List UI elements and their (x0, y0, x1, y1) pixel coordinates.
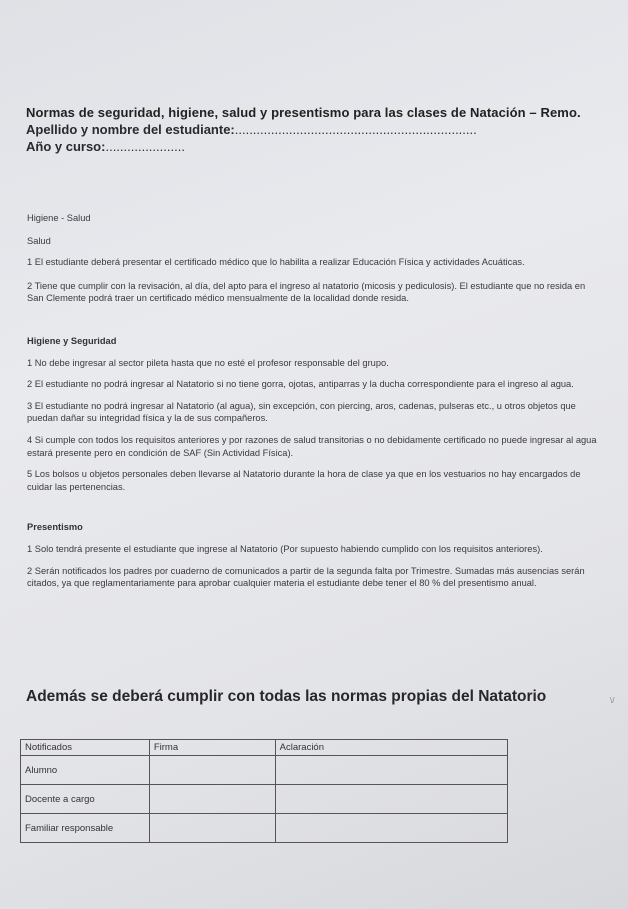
attendance-rule-2: 2 Serán notificados los padres por cuaderno de comunicados a partir de la segunda falta por Trimestre. Sumadas más ausencias serán citados, ya que reglamentariamente para aprobar cualquier materia el estudiante debe tener el 80 % del presentismo anual. (27, 565, 585, 589)
row-label-teacher: Docente a cargo (21, 785, 150, 814)
safety-rule-2: 2 El estudiante no podrá ingresar al Natatorio si no tiene gorra, ojotas, antiparras y la ducha correspondiente para el ingreso al agua. (27, 379, 574, 390)
margin-mark: \/ (610, 696, 615, 705)
clarification-cell[interactable] (275, 814, 507, 843)
clarification-cell[interactable] (275, 756, 507, 785)
safety-rule-5: 5 Los bolsos u objetos personales deben llevarse al Natatorio durante la hora de clase ya que en los vestuarios no hay encargados de cuidar las pertenencias. (27, 469, 581, 492)
attendance-heading: Presentismo (27, 522, 83, 533)
header-clarification: Aclaración (275, 740, 507, 756)
row-label-family: Familiar responsable (21, 814, 150, 843)
signature-cell[interactable] (149, 814, 275, 843)
safety-rule-3: 3 El estudiante no podrá ingresar al Natatorio (al agua), sin excepción, con piercing, aros, cadenas, pulseras etc., u otros objetos que puedan dañar su integridad física y la de sus compañeros. (27, 400, 576, 424)
clarification-cell[interactable] (275, 785, 507, 814)
closing-statement: Además se deberá cumplir con todas las normas propias del Natatorio (26, 688, 547, 705)
hygiene-health-heading: Higiene - Salud (27, 213, 91, 223)
student-name-line (26, 122, 606, 137)
student-name-label: Apellido y nombre del estudiante: (26, 122, 235, 137)
attendance-rule-1: 1 Solo tendrá presente el estudiante que ingrese al Natatorio (Por supuesto habiendo cumplido con los requisitos anteriores). (27, 543, 543, 554)
table-row (21, 785, 508, 814)
signature-cell[interactable] (149, 785, 275, 814)
year-course-line (26, 139, 606, 154)
table-row (21, 756, 508, 785)
document-title: Normas de seguridad, higiene, salud y presentismo para las clases de Natación – Remo. (26, 105, 581, 120)
header-signature: Firma (149, 740, 275, 756)
student-name-blank: ................................................................... (234, 122, 477, 137)
year-course-blank: ...................... (105, 139, 185, 154)
health-rule-2: 2 Tiene que cumplir con la revisación, al día, del apto para el ingreso al natatorio (micosis y pediculosis). El estudiante que no resida en San Clemente podrá traer un certificado médico mensualmente de la localidad donde resida. (27, 280, 586, 304)
row-label-student: Alumno (21, 756, 150, 785)
health-rule-1: 1 El estudiante deberá presentar el certificado médico que lo habilita a realizar Educación Física y actividades Acuáticas. (27, 257, 525, 268)
document-body (27, 212, 602, 590)
header-notified: Notificados (21, 740, 150, 756)
signature-cell[interactable] (149, 756, 275, 785)
health-heading: Salud (27, 235, 51, 246)
year-course-label: Año y curso: (26, 139, 106, 154)
document-header (26, 105, 606, 154)
signature-table-header (21, 740, 508, 756)
safety-heading: Higiene y Seguridad (27, 335, 117, 346)
safety-rule-1: 1 No debe ingresar al sector pileta hasta que no esté el profesor responsable del grupo. (27, 357, 389, 368)
signature-table (20, 739, 508, 843)
safety-rule-4: 4 Si cumple con todos los requisitos anteriores y por razones de salud transitorias o no debidamente certificado no puede ingresar al agua estará presente pero en condición de SAF (Sin Actividad Física). (27, 434, 597, 458)
table-row (21, 814, 508, 843)
